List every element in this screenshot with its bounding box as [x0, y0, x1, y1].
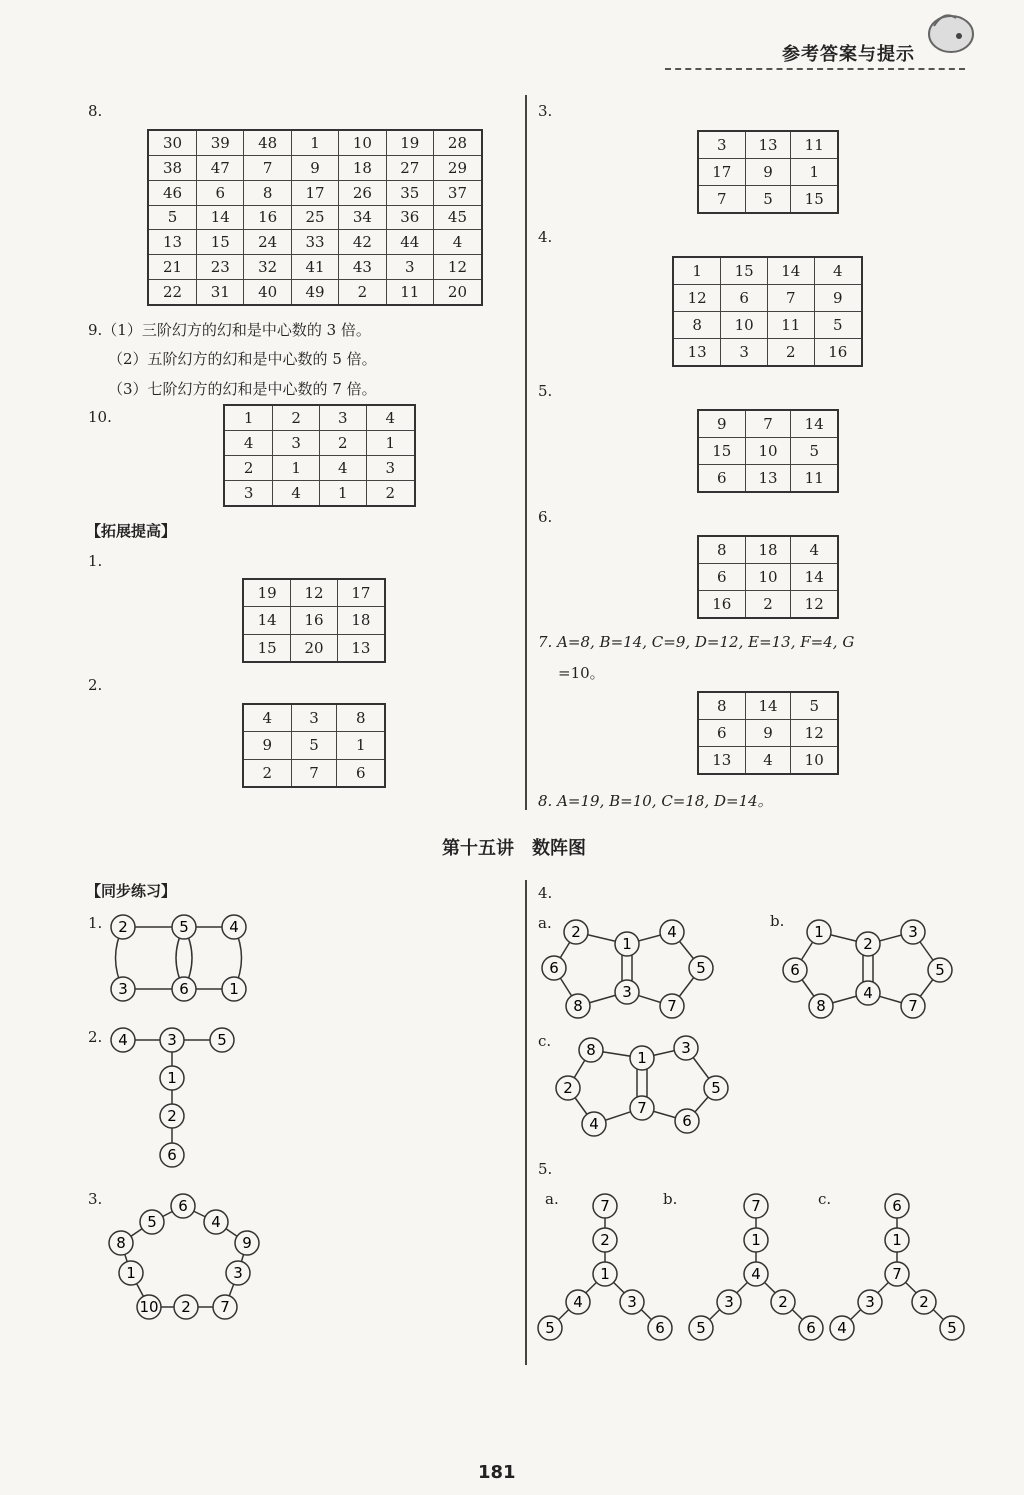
q10-cell: 4 [224, 431, 273, 456]
e2-cell: 1 [337, 732, 385, 759]
svg-text:2: 2 [181, 1298, 191, 1316]
number-node [783, 958, 807, 982]
number-node [830, 1316, 854, 1340]
q10-cell: 1 [366, 431, 415, 456]
number-node [566, 994, 590, 1018]
q9-line3: （3）七阶幻方的幻和是中心数的 7 倍。 [108, 380, 377, 398]
q10-cell: 3 [319, 405, 366, 431]
svg-text:2: 2 [778, 1293, 788, 1311]
q8-cell: 27 [386, 155, 433, 180]
number-node [160, 1104, 184, 1128]
number-node [615, 932, 639, 956]
r5-cell: 10 [745, 438, 791, 465]
number-node [809, 994, 833, 1018]
q8-cell: 41 [291, 255, 338, 280]
number-node [689, 1316, 713, 1340]
number-node [928, 958, 952, 982]
r6-cell: 18 [745, 536, 791, 564]
q8-cell: 11 [386, 280, 433, 305]
header-title: 参考答案与提示 [782, 44, 915, 65]
number-node [556, 1076, 580, 1100]
svg-text:6: 6 [682, 1112, 692, 1130]
r6-cell: 16 [698, 590, 745, 618]
q8-cell: 44 [386, 230, 433, 255]
number-node [744, 1228, 768, 1252]
svg-text:2: 2 [563, 1079, 573, 1097]
r7-cell: 5 [791, 692, 838, 720]
q8-cell: 6 [197, 180, 244, 205]
number-node [235, 1231, 259, 1255]
r6-cell: 2 [745, 590, 791, 618]
q10-cell: 3 [224, 480, 273, 506]
number-node [111, 915, 135, 939]
p3-label: 3. [88, 1190, 103, 1208]
number-node [160, 1028, 184, 1052]
q8-cell: 22 [148, 280, 197, 305]
r7-cell: 8 [698, 692, 745, 720]
r4-cell: 9 [814, 285, 862, 312]
svg-text:3: 3 [627, 1293, 637, 1311]
r5-cell: 6 [698, 464, 745, 492]
q8-cell: 12 [433, 255, 482, 280]
svg-text:4: 4 [837, 1319, 847, 1337]
svg-text:8: 8 [116, 1234, 126, 1252]
r4-cell: 11 [767, 311, 814, 338]
q10-cell: 3 [273, 431, 320, 456]
number-node [615, 980, 639, 1004]
r4-cell: 8 [673, 311, 721, 338]
q8-cell: 39 [197, 130, 244, 155]
q10-cell: 1 [224, 405, 273, 431]
e2-cell: 9 [243, 732, 291, 759]
e2-cell: 5 [291, 732, 337, 759]
number-node [771, 1290, 795, 1314]
q8-cell: 34 [339, 205, 386, 230]
svg-text:6: 6 [655, 1319, 665, 1337]
svg-text:1: 1 [814, 923, 824, 941]
q8-cell: 14 [197, 205, 244, 230]
p1-label: 1. [88, 914, 103, 932]
svg-text:1: 1 [892, 1231, 902, 1249]
e2-cell: 7 [291, 759, 337, 787]
r5-cell: 13 [745, 464, 791, 492]
number-node [210, 1028, 234, 1052]
r5-cell: 11 [791, 464, 838, 492]
svg-text:5: 5 [545, 1319, 555, 1337]
svg-text:1: 1 [167, 1069, 177, 1087]
p5-label: 5. [538, 1160, 553, 1178]
number-node [222, 977, 246, 1001]
r5-cell: 15 [698, 438, 745, 465]
svg-text:5: 5 [696, 959, 706, 977]
number-node [109, 1231, 133, 1255]
svg-text:9: 9 [242, 1234, 252, 1252]
svg-text:1: 1 [751, 1231, 761, 1249]
r4-cell: 2 [767, 338, 814, 366]
q10-cell: 4 [319, 455, 366, 480]
svg-text:3: 3 [681, 1039, 691, 1057]
q8-cell: 5 [148, 205, 197, 230]
number-node [858, 1290, 882, 1314]
svg-text:4: 4 [863, 984, 873, 1002]
svg-text:6: 6 [892, 1197, 902, 1215]
number-node [901, 994, 925, 1018]
q8-cell: 36 [386, 205, 433, 230]
number-node [172, 977, 196, 1001]
r4-cell: 7 [767, 285, 814, 312]
q10-cell: 4 [273, 480, 320, 506]
svg-text:5: 5 [147, 1213, 157, 1231]
r-q8-text: 8. A=19, B=10, C=18, D=14。 [538, 792, 773, 810]
q8-cell: 40 [244, 280, 291, 305]
number-node [579, 1038, 603, 1062]
svg-text:6: 6 [806, 1319, 816, 1337]
chapter-title: 第十五讲 数阵图 [442, 838, 586, 859]
p5c-label: c. [818, 1190, 832, 1208]
r4-cell: 10 [721, 311, 768, 338]
r3-cell: 3 [698, 131, 745, 159]
svg-text:5: 5 [217, 1031, 227, 1049]
svg-text:5: 5 [696, 1319, 706, 1337]
q8-cell: 38 [148, 155, 197, 180]
r4-cell: 16 [814, 338, 862, 366]
q8-cell: 24 [244, 230, 291, 255]
e1-cell: 18 [337, 607, 385, 634]
number-node [660, 920, 684, 944]
q10-label: 10. [88, 408, 112, 426]
number-node [172, 915, 196, 939]
q9-line1: 9.（1）三阶幻方的幻和是中心数的 3 倍。 [88, 321, 371, 339]
svg-text:7: 7 [892, 1265, 902, 1283]
r4-cell: 3 [721, 338, 768, 366]
q8-cell: 26 [339, 180, 386, 205]
p4c-label: c. [538, 1032, 552, 1050]
r6-cell: 12 [791, 590, 838, 618]
number-node [856, 932, 880, 956]
q8-cell: 18 [339, 155, 386, 180]
r5-cell: 14 [791, 410, 838, 438]
number-node [213, 1295, 237, 1319]
number-node [717, 1290, 741, 1314]
svg-text:4: 4 [751, 1265, 761, 1283]
number-node [744, 1194, 768, 1218]
number-node [648, 1316, 672, 1340]
r7-cell: 13 [698, 746, 745, 774]
r6-cell: 4 [791, 536, 838, 564]
q8-cell: 3 [386, 255, 433, 280]
q8-cell: 23 [197, 255, 244, 280]
q8-label: 8. [88, 102, 103, 120]
e2-cell: 2 [243, 759, 291, 787]
p2-label: 2. [88, 1028, 103, 1046]
page-number: 181 [478, 1462, 516, 1483]
q8-cell: 4 [433, 230, 482, 255]
svg-text:5: 5 [947, 1319, 957, 1337]
svg-text:1: 1 [637, 1049, 647, 1067]
number-node [137, 1295, 161, 1319]
q8-cell: 46 [148, 180, 197, 205]
number-node [171, 1194, 195, 1218]
r4-cell: 1 [673, 257, 721, 285]
number-node [885, 1262, 909, 1286]
svg-text:2: 2 [863, 935, 873, 953]
number-node [111, 1028, 135, 1052]
r6-cell: 8 [698, 536, 745, 564]
q8-cell: 25 [291, 205, 338, 230]
number-node [744, 1262, 768, 1286]
number-node [542, 956, 566, 980]
r7-cell: 12 [791, 720, 838, 747]
r4-cell: 6 [721, 285, 768, 312]
svg-text:6: 6 [179, 980, 189, 998]
q8-cell: 17 [291, 180, 338, 205]
e2-cell: 4 [243, 704, 291, 732]
svg-text:3: 3 [724, 1293, 734, 1311]
q8-cell: 7 [244, 155, 291, 180]
r3-cell: 7 [698, 185, 745, 213]
r7-cell: 10 [791, 746, 838, 774]
r3-cell: 15 [791, 185, 838, 213]
svg-text:4: 4 [118, 1031, 128, 1049]
q10-cell: 2 [366, 480, 415, 506]
svg-text:2: 2 [571, 923, 581, 941]
extend-title: 【拓展提高】 [86, 522, 177, 540]
q10-cell: 3 [366, 455, 415, 480]
svg-text:1: 1 [600, 1265, 610, 1283]
number-node [940, 1316, 964, 1340]
q8-cell: 30 [148, 130, 197, 155]
q10-cell: 2 [273, 405, 320, 431]
number-node [630, 1096, 654, 1120]
q8-cell: 21 [148, 255, 197, 280]
svg-text:10: 10 [139, 1298, 159, 1316]
q10-cell: 1 [273, 455, 320, 480]
e2-cell: 3 [291, 704, 337, 732]
number-node [160, 1066, 184, 1090]
r-q5-label: 5. [538, 382, 553, 400]
r3-cell: 5 [745, 185, 791, 213]
r3-cell: 9 [745, 159, 791, 186]
number-node [689, 956, 713, 980]
q8-cell: 10 [339, 130, 386, 155]
r6-cell: 14 [791, 564, 838, 591]
q8-cell: 20 [433, 280, 482, 305]
e1-cell: 12 [291, 579, 338, 607]
r6-cell: 6 [698, 564, 745, 591]
svg-text:4: 4 [667, 923, 677, 941]
sync-title: 【同步练习】 [86, 882, 177, 900]
r4-cell: 14 [767, 257, 814, 285]
r4-cell: 4 [814, 257, 862, 285]
q8-cell: 9 [291, 155, 338, 180]
r7-cell: 4 [745, 746, 791, 774]
r4-cell: 12 [673, 285, 721, 312]
svg-text:1: 1 [229, 980, 239, 998]
svg-text:2: 2 [919, 1293, 929, 1311]
q8-cell: 31 [197, 280, 244, 305]
number-node [620, 1290, 644, 1314]
svg-text:4: 4 [573, 1293, 583, 1311]
number-node [799, 1316, 823, 1340]
r4-cell: 5 [814, 311, 862, 338]
number-node [204, 1210, 228, 1234]
q8-cell: 16 [244, 205, 291, 230]
q9-line2: （2）五阶幻方的幻和是中心数的 5 倍。 [108, 350, 377, 368]
q8-cell: 28 [433, 130, 482, 155]
r5-cell: 9 [698, 410, 745, 438]
r-q4-label: 4. [538, 228, 553, 246]
svg-text:7: 7 [600, 1197, 610, 1215]
r3-cell: 13 [745, 131, 791, 159]
r7-cell: 6 [698, 720, 745, 747]
q8-cell: 8 [244, 180, 291, 205]
q8-cell: 49 [291, 280, 338, 305]
q8-cell: 1 [291, 130, 338, 155]
svg-text:4: 4 [211, 1213, 221, 1231]
number-node [564, 920, 588, 944]
e2-cell: 8 [337, 704, 385, 732]
q10-cell: 2 [224, 455, 273, 480]
svg-text:6: 6 [790, 961, 800, 979]
r4-cell: 15 [721, 257, 768, 285]
q8-cell: 32 [244, 255, 291, 280]
svg-text:5: 5 [935, 961, 945, 979]
e1-cell: 15 [243, 634, 291, 662]
p4a-label: a. [538, 914, 552, 932]
svg-text:7: 7 [751, 1197, 761, 1215]
svg-text:5: 5 [711, 1079, 721, 1097]
number-node [885, 1194, 909, 1218]
r3-cell: 1 [791, 159, 838, 186]
q8-cell: 15 [197, 230, 244, 255]
e2-cell: 6 [337, 759, 385, 787]
number-node [912, 1290, 936, 1314]
svg-text:3: 3 [118, 980, 128, 998]
r3-cell: 11 [791, 131, 838, 159]
svg-text:7: 7 [908, 997, 918, 1015]
svg-text:6: 6 [549, 959, 559, 977]
number-node [222, 915, 246, 939]
svg-text:3: 3 [167, 1031, 177, 1049]
number-node [593, 1228, 617, 1252]
e1-cell: 17 [337, 579, 385, 607]
svg-text:2: 2 [118, 918, 128, 936]
number-node [660, 994, 684, 1018]
r6-cell: 10 [745, 564, 791, 591]
svg-text:6: 6 [167, 1146, 177, 1164]
number-node [566, 1290, 590, 1314]
q8-cell: 2 [339, 280, 386, 305]
number-node [593, 1194, 617, 1218]
e2-label: 2. [88, 676, 103, 694]
svg-text:3: 3 [865, 1293, 875, 1311]
r7-cell: 9 [745, 720, 791, 747]
r5-cell: 7 [745, 410, 791, 438]
p4-label: 4. [538, 884, 553, 902]
q8-cell: 29 [433, 155, 482, 180]
e1-cell: 20 [291, 634, 338, 662]
svg-text:3: 3 [622, 983, 632, 1001]
svg-text:6: 6 [178, 1197, 188, 1215]
number-node [160, 1143, 184, 1167]
number-node [675, 1109, 699, 1133]
svg-text:2: 2 [167, 1107, 177, 1125]
svg-text:1: 1 [126, 1264, 136, 1282]
r-q6-label: 6. [538, 508, 553, 526]
svg-text:1: 1 [622, 935, 632, 953]
e1-cell: 16 [291, 607, 338, 634]
q8-cell: 37 [433, 180, 482, 205]
number-node [704, 1076, 728, 1100]
number-node [630, 1046, 654, 1070]
r-q7-line1: 7. A=8, B=14, C=9, D=12, E=13, F=4, G [538, 633, 855, 651]
svg-text:7: 7 [667, 997, 677, 1015]
number-node [174, 1295, 198, 1319]
q8-cell: 33 [291, 230, 338, 255]
q8-cell: 43 [339, 255, 386, 280]
number-node [119, 1261, 143, 1285]
p5a-label: a. [545, 1190, 559, 1208]
number-node [593, 1262, 617, 1286]
number-node [538, 1316, 562, 1340]
svg-text:3: 3 [233, 1264, 243, 1282]
number-node [885, 1228, 909, 1252]
p4b-label: b. [770, 912, 785, 930]
r-q7-line2: =10。 [558, 664, 605, 682]
q8-cell: 19 [386, 130, 433, 155]
r7-cell: 14 [745, 692, 791, 720]
p5b-label: b. [663, 1190, 678, 1208]
svg-text:8: 8 [816, 997, 826, 1015]
q8-cell: 48 [244, 130, 291, 155]
svg-text:2: 2 [600, 1231, 610, 1249]
number-node [807, 920, 831, 944]
svg-text:7: 7 [637, 1099, 647, 1117]
r3-cell: 17 [698, 159, 745, 186]
q8-cell: 13 [148, 230, 197, 255]
svg-text:8: 8 [573, 997, 583, 1015]
e1-cell: 19 [243, 579, 291, 607]
number-node [856, 981, 880, 1005]
q10-cell: 2 [319, 431, 366, 456]
e1-cell: 13 [337, 634, 385, 662]
r5-cell: 5 [791, 438, 838, 465]
number-node [140, 1210, 164, 1234]
r4-cell: 13 [673, 338, 721, 366]
q10-cell: 1 [319, 480, 366, 506]
svg-text:5: 5 [179, 918, 189, 936]
e1-label: 1. [88, 552, 103, 570]
e1-cell: 14 [243, 607, 291, 634]
svg-text:4: 4 [229, 918, 239, 936]
q8-cell: 35 [386, 180, 433, 205]
r-q3-label: 3. [538, 102, 553, 120]
number-node [226, 1261, 250, 1285]
q8-cell: 45 [433, 205, 482, 230]
q8-cell: 47 [197, 155, 244, 180]
svg-text:3: 3 [908, 923, 918, 941]
number-node [582, 1112, 606, 1136]
svg-text:7: 7 [220, 1298, 230, 1316]
number-node [674, 1036, 698, 1060]
svg-text:4: 4 [589, 1115, 599, 1133]
number-node [111, 977, 135, 1001]
number-node [901, 920, 925, 944]
q8-cell: 42 [339, 230, 386, 255]
q10-cell: 4 [366, 405, 415, 431]
svg-text:8: 8 [586, 1041, 596, 1059]
